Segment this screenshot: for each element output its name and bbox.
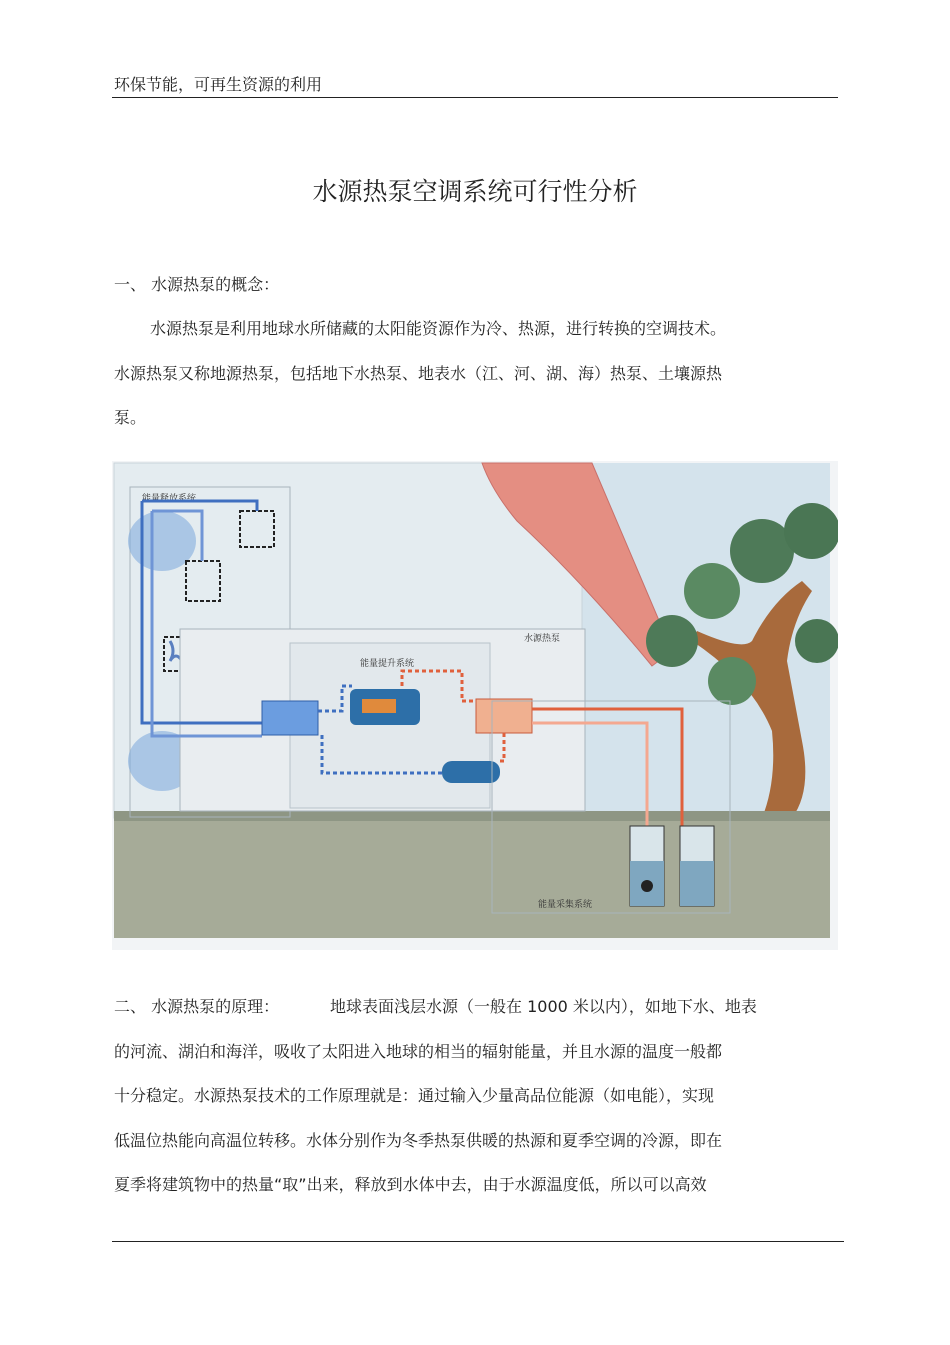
section2-line-5: 夏季将建筑物中的热量“取”出来，释放到水体中去，由于水源温度低，所以可以高效 [114,1175,707,1194]
section2-line-1: 地球表面浅层水源（一般在 1000 米以内），如地下水、地表 [330,997,757,1016]
label-lift-system: 能量提升系统 [360,659,415,669]
section2-line-3: 十分稳定。水源热泵技术的工作原理就是：通过输入少量高品位能源（如电能），实现 [114,1086,715,1105]
section1-heading: 一、 水源热泵的概念： [114,275,280,294]
label-release-system: 能量释放系统 [142,494,197,504]
section1-line-3: 泵。 [114,408,147,427]
section1-line-2: 水源热泵又称地源热泵，包括地下水热泵、地表水（江、河、湖、海）热泵、土壤源热 [114,364,723,383]
label-heat-pump: 水源热泵 [524,634,561,644]
section2-line-4: 低温位热能向高温位转移。水体分别作为冬季热泵供暖的热源和夏季空调的冷源，即在 [114,1131,723,1150]
label-collect-system: 能量采集系统 [538,900,593,910]
header-rule [112,97,838,98]
page-title: 水源热泵空调系统可行性分析 [312,177,638,206]
footer-rule [112,1241,844,1242]
section1-line-1: 水源热泵是利用地球水所储藏的太阳能资源作为冷、热源，进行转换的空调技术。 [150,319,727,338]
heat-pump-diagram [112,461,838,950]
section2-line-2: 的河流、湖泊和海洋，吸收了太阳进入地球的相当的辐射能量，并且水源的温度一般都 [114,1042,723,1061]
section2-heading: 二、 水源热泵的原理： [114,997,280,1016]
running-header: 环保节能，可再生资源的利用 [114,75,323,94]
pump-icon [641,880,653,892]
